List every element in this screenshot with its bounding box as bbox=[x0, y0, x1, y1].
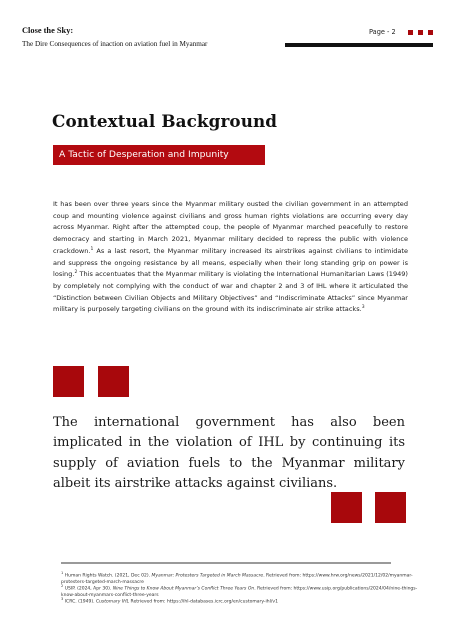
page-marker-square-1 bbox=[408, 30, 413, 35]
page-marker-square-2 bbox=[418, 30, 423, 35]
footnote-source: USIP. (2024, Apr 30). bbox=[64, 586, 113, 592]
body-paragraph bbox=[53, 199, 408, 316]
footnote-ref-2: 2 bbox=[74, 270, 78, 276]
body-text-part-2: As a last resort, the Myanmar military increased its airstrikes against civilians to intimidate and suppress the ongoing resistance by all means, especially when their long standing grip on power is losing. bbox=[53, 246, 408, 279]
footnote-source: ICRC. (1949). bbox=[64, 599, 96, 605]
footnote-link: . Retrieved from: https://www.usip.org/publications/2024/04/nine-things-know-about-myanmars-conflict-three-years bbox=[61, 586, 418, 598]
section-subtitle-banner bbox=[53, 145, 265, 165]
footnote-title: Customary IHL bbox=[95, 599, 130, 605]
footnotes bbox=[61, 573, 421, 606]
document-title: Close the Sky: bbox=[22, 26, 74, 35]
header-divider-bar bbox=[285, 43, 433, 47]
body-text-part-1: It has been over three years since the Myanmar military ousted the civilian government in an attempted coup and mounting violence against civilians and gross human rights violations are occurring every day across Myanmar. Right after the attempted coup, the people of Myanmar marched peacefully to restore democracy and starting in March 2021, Myanmar military decided to repress the public with violence crackdown. bbox=[53, 200, 408, 255]
footnote-3 bbox=[61, 596, 421, 606]
page-marker-square-3 bbox=[428, 30, 433, 35]
footnote-number: 2 bbox=[61, 583, 64, 588]
footnote-number: 1 bbox=[61, 571, 64, 575]
quote-open-square-2 bbox=[98, 366, 129, 397]
footnote-title: Myanmar: Protesters Targeted in March Massacre bbox=[151, 573, 264, 579]
footnote-ref-1: 1 bbox=[90, 246, 94, 252]
footnote-link: . Retrieved from: https://www.hrw.org/news/2021/12/02/myanmar-protesters-targeted-march-massacre bbox=[61, 573, 413, 585]
footnote-title: Nine Things to Know About Myanmar’s Conflict Three Years On bbox=[112, 586, 255, 592]
body-text-part-3: This accentuates that the Myanmar military is violating the International Humanitarian Laws (1949) by completely not complying with the conduct of war and chapter 2 and 3 of IHL where it articulated the “Distinction between Civilian Objects and Military Objectives” and “Indiscriminate Attacks” since Myanmar military is purposely targeting civilians on the ground with its indiscriminate air strike attacks. bbox=[53, 270, 408, 314]
quote-close-square-2 bbox=[375, 492, 406, 523]
footnote-number: 3 bbox=[61, 596, 64, 601]
pull-quote: The international government has also been implicated in the violation of IHL by continuing its supply of aviation fuels to the Myanmar military albeit its airstrike attacks against civilians. bbox=[53, 415, 405, 492]
footnote-1 bbox=[61, 573, 421, 586]
footnote-source: Human Rights Watch. (2021, Dec 02). bbox=[64, 573, 152, 579]
section-subtitle: A Tactic of Desperation and Impunity bbox=[59, 149, 229, 160]
footnote-2 bbox=[61, 583, 421, 599]
quote-close-square-1 bbox=[331, 492, 362, 523]
footnote-divider bbox=[61, 562, 391, 564]
section-title: Contextual Background bbox=[52, 111, 278, 131]
footnote-ref-3: 3 bbox=[361, 305, 365, 311]
page-number: Page - 2 bbox=[369, 28, 396, 36]
document-subtitle: The Dire Consequences of inaction on aviation fuel in Myanmar bbox=[22, 40, 208, 48]
footnote-link: Retrieved from: https://ihl-databases.icrc.org/en/customary-ihl/v1 bbox=[129, 599, 278, 605]
quote-open-square-1 bbox=[53, 366, 84, 397]
